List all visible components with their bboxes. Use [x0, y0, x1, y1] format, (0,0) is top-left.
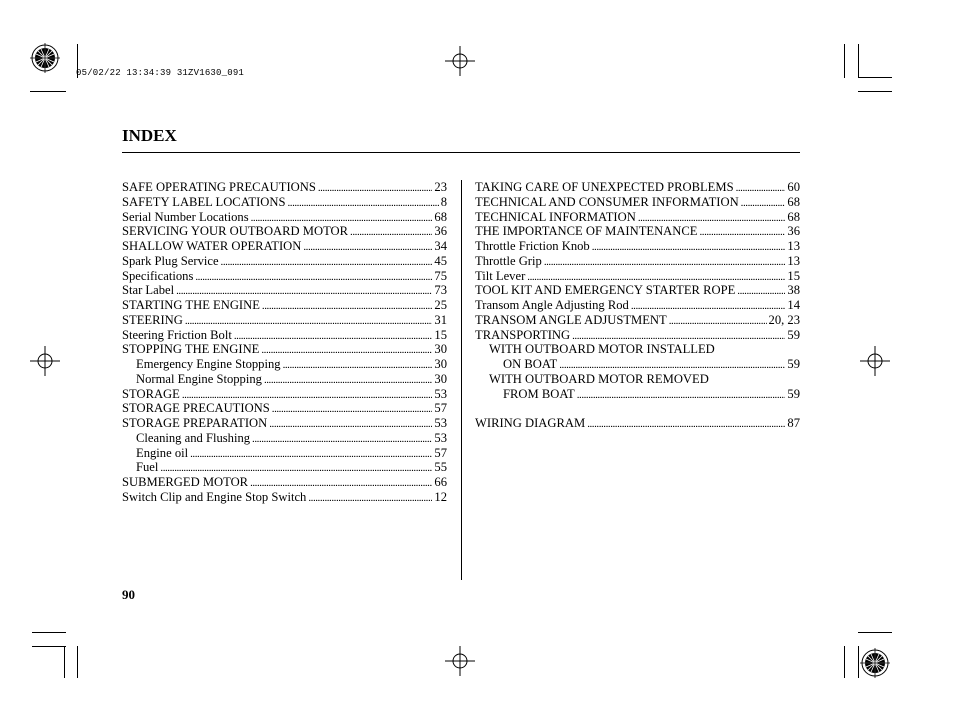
crop-mark [77, 646, 78, 678]
index-entry: Switch Clip and Engine Stop Switch . . . 12 [122, 490, 447, 505]
index-subentry: Emergency Engine Stopping . . . 30 [122, 357, 447, 372]
index-entry: WIRING DIAGRAM . . . 87 [475, 416, 800, 431]
index-entry: STARTING THE ENGINE . . . 25 [122, 298, 447, 313]
index-subentry: Normal Engine Stopping . . . 30 [122, 372, 447, 387]
index-subentry: ON BOAT . . . 59 [475, 357, 800, 372]
index-entry: TRANSPORTING . . . 59 [475, 328, 800, 343]
index-entry: Serial Number Locations . . . 68 [122, 210, 447, 225]
registration-mark-icon [445, 46, 475, 76]
crop-mark [32, 632, 66, 633]
index-entry: STORAGE PREPARATION . . . 53 [122, 416, 447, 431]
index-entry: STORAGE PRECAUTIONS . . . 57 [122, 401, 447, 416]
index-entry: SUBMERGED MOTOR . . . 66 [122, 475, 447, 490]
index-entry: Star Label . . . 73 [122, 283, 447, 298]
crop-mark [64, 646, 65, 678]
index-column-right [475, 180, 800, 431]
index-entry: Steering Friction Bolt . . . 15 [122, 328, 447, 343]
index-entry: TOOL KIT AND EMERGENCY STARTER ROPE . . . 38 [475, 283, 800, 298]
index-entry: SAFE OPERATING PRECAUTIONS . . . 23 [122, 180, 447, 195]
registration-mark-icon [30, 346, 60, 376]
starburst-target-icon [30, 43, 60, 73]
page-title: INDEX [122, 126, 177, 145]
title-rule [122, 152, 800, 153]
index-subentry: FROM BOAT . . . 59 [475, 387, 800, 402]
index-subentry: Engine oil . . . 57 [122, 446, 447, 461]
starburst-target-icon [860, 648, 890, 678]
crop-mark [858, 77, 892, 78]
crop-mark [30, 91, 66, 92]
index-entry: THE IMPORTANCE OF MAINTENANCE . . . 36 [475, 224, 800, 239]
index-entry: Tilt Lever . . . 15 [475, 269, 800, 284]
index-entry: TAKING CARE OF UNEXPECTED PROBLEMS . . . 60 [475, 180, 800, 195]
index-entry: Throttle Grip . . . 13 [475, 254, 800, 269]
index-subentry: WITH OUTBOARD MOTOR INSTALLED [489, 342, 715, 357]
crop-mark [32, 646, 66, 647]
crop-mark [844, 44, 845, 78]
crop-mark [844, 646, 845, 678]
crop-mark [858, 91, 892, 92]
index-entry: Spark Plug Service . . . 45 [122, 254, 447, 269]
index-entry: SERVICING YOUR OUTBOARD MOTOR . . . 36 [122, 224, 447, 239]
registration-mark-icon [860, 346, 890, 376]
registration-mark-icon [445, 646, 475, 676]
index-subentry: WITH OUTBOARD MOTOR REMOVED [489, 371, 709, 386]
index-entry: STEERING . . . 31 [122, 313, 447, 328]
crop-mark [858, 44, 859, 78]
index-entry: TECHNICAL AND CONSUMER INFORMATION . . . 68 [475, 195, 800, 210]
index-entry: TECHNICAL INFORMATION . . . 68 [475, 210, 800, 225]
column-divider [461, 180, 462, 580]
index-entry: TRANSOM ANGLE ADJUSTMENT . . . 20, 23 [475, 313, 800, 328]
page-number: 90 [122, 587, 135, 602]
print-stamp: 05/02/22 13:34:39 31ZV1630_091 [76, 68, 245, 78]
crop-mark [858, 632, 892, 633]
index-entry: Specifications . . . 75 [122, 269, 447, 284]
index-entry: SAFETY LABEL LOCATIONS . . . 8 [122, 195, 447, 210]
index-entry: STOPPING THE ENGINE . . . 30 [122, 342, 447, 357]
index-entry: Transom Angle Adjusting Rod . . . 14 [475, 298, 800, 313]
index-column-left [122, 180, 447, 505]
index-entry: Throttle Friction Knob . . . 13 [475, 239, 800, 254]
index-entry: SHALLOW WATER OPERATION . . . 34 [122, 239, 447, 254]
crop-mark [858, 646, 859, 678]
index-entry: STORAGE . . . 53 [122, 387, 447, 402]
index-subentry: Fuel . . . 55 [122, 460, 447, 475]
index-subentry: Cleaning and Flushing . . . 53 [122, 431, 447, 446]
